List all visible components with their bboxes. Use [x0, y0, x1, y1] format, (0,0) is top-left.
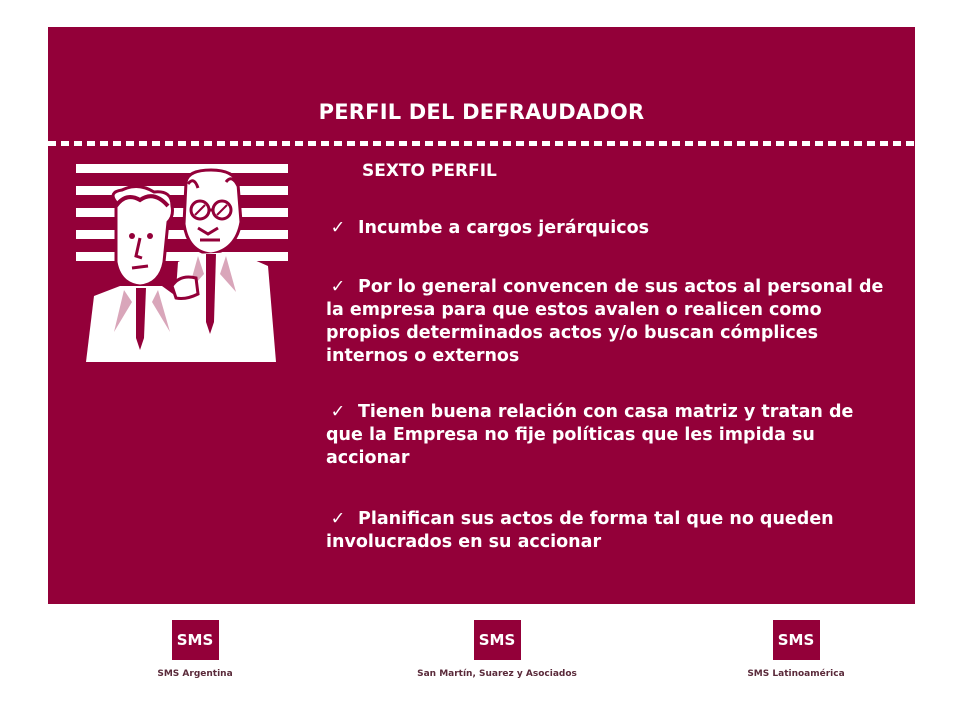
checkmark-icon: ✓	[330, 218, 346, 238]
bullet-item	[326, 508, 886, 554]
bullet-item	[326, 401, 886, 470]
slide-panel	[48, 27, 915, 604]
dotted-divider	[48, 141, 915, 146]
logo-san-martin-suarez	[397, 620, 597, 679]
logo-caption: San Martín, Suarez y Asociados	[417, 669, 577, 679]
slide-title: PERFIL DEL DEFRAUDADOR	[318, 100, 645, 124]
bullet-text: Tienen buena relación con casa matriz y tratan de que la Empresa no fije políticas que les impida su accionar	[326, 402, 854, 468]
bullet-item	[326, 276, 886, 368]
bullet-text: Incumbe a cargos jerárquicos	[358, 218, 650, 238]
logo-sms-latinoamerica	[716, 620, 876, 679]
logo-caption: SMS Argentina	[157, 669, 233, 679]
sms-logo-mark: SMS	[474, 620, 521, 660]
two-businessmen-clipart	[76, 162, 291, 362]
sms-logo-mark: SMS	[172, 620, 219, 660]
checkmark-icon: ✓	[330, 402, 346, 422]
checkmark-icon: ✓	[330, 277, 346, 297]
logo-sms-argentina	[120, 620, 270, 679]
checkmark-icon: ✓	[330, 509, 346, 529]
slide-subtitle: SEXTO PERFIL	[362, 161, 497, 181]
sms-logo-mark: SMS	[773, 620, 820, 660]
bullet-text: Planifican sus actos de forma tal que no queden involucrados en su accionar	[326, 509, 834, 552]
logo-caption: SMS Latinoamérica	[747, 669, 845, 679]
bullet-item	[326, 217, 886, 240]
bullet-text: Por lo general convencen de sus actos al personal de la empresa para que estos avalen o realicen como propios determinados actos y/o buscan cómplices internos o externos	[326, 277, 884, 366]
